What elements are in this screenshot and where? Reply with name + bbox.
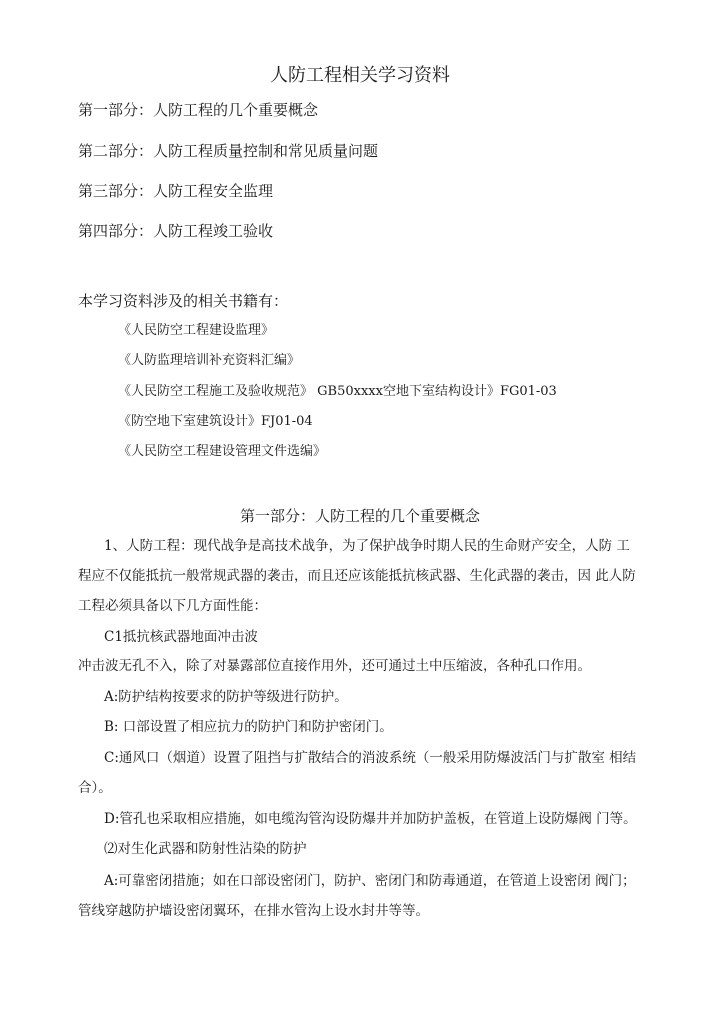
body-line: D:管孔也采取相应措施，如电缆沟管沟设防爆井并加防护盖板，在管道上设防爆阀 门等。 <box>104 811 637 827</box>
toc-item-2: 第二部分：人防工程质量控制和常见质量问题 <box>78 142 379 160</box>
body-line: ⑵对生化武器和防射性沾染的防护 <box>104 841 307 857</box>
document-title: 人防工程相关学习资料 <box>270 65 450 86</box>
toc-item-3: 第三部分：人防工程安全监理 <box>78 182 274 200</box>
body-line: 程应不仅能抵抗一般常规武器的袭击，而且还应该能抵抗核武器、生化武器的袭击，因 此人防 <box>78 568 636 584</box>
body-line: 管线穿越防护墙设密闭翼环，在排水管沟上设水封井等等。 <box>78 903 429 919</box>
toc-item-1: 第一部分：人防工程的几个重要概念 <box>78 101 319 119</box>
reference-item: 《人民防空工程建设管理文件选编》 <box>118 444 327 459</box>
body-line: 冲击波无孔不入，除了对暴露部位直接作用外，还可通过土中压缩波，各种孔口作用。 <box>78 658 591 674</box>
body-line: C1抵抗核武器地面冲击波 <box>104 629 258 645</box>
toc-item-4: 第四部分：人防工程竣工验收 <box>78 222 274 240</box>
reference-item: 《防空地下室建筑设计》FJ01-04 <box>118 414 313 429</box>
body-line: A:可靠密闭措施；如在口部设密闭门，防护、密闭门和防毒通道，在管道上设密闭 阀门； <box>104 873 636 889</box>
reference-item: 《人防监理培训补充资料汇编》 <box>118 353 301 368</box>
body-line: 工程必须具备以下几方面性能： <box>78 598 267 614</box>
section-heading: 第一部分：人防工程的几个重要概念 <box>239 507 480 525</box>
reference-item: 《人民防空工程施工及验收规范》 GB50xxxx空地下室结构设计》FG01-03 <box>118 384 557 399</box>
reference-item: 《人民防空工程建设监理》 <box>118 323 275 338</box>
body-line: A:防护结构按要求的防护等级进行防护。 <box>104 689 348 705</box>
body-line: C:通风口（烟道）设置了阻挡与扩散结合的消波系统（一般采用防爆波活门与扩散室 相结 <box>104 750 637 766</box>
body-line: 1、人防工程：现代战争是高技术战争，为了保护战争时期人民的生命财产安全，人防 工 <box>104 538 630 554</box>
body-line: 合）。 <box>78 780 112 796</box>
body-line: B: 口部设置了相应抗力的防护门和防护密闭门。 <box>104 719 393 735</box>
references-heading: 本学习资料涉及的相关书籍有： <box>78 292 289 310</box>
